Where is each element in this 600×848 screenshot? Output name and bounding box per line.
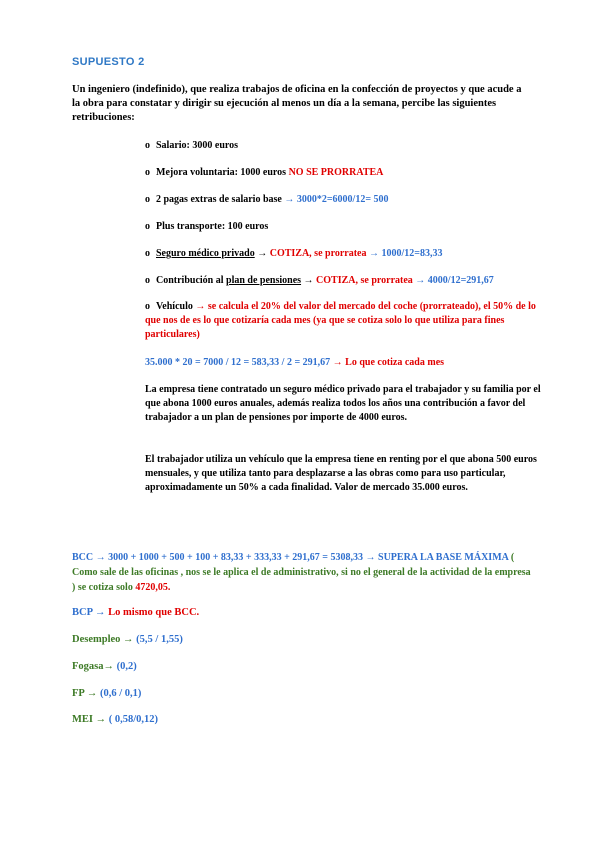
bullet: o xyxy=(145,275,150,286)
contrib-text: plan de pensiones xyxy=(226,275,302,286)
bullet: o xyxy=(145,194,150,205)
calc-formula: 35.000 * 20 = 7000 / 12 = 583,33 / 2 = 291,67 xyxy=(145,357,331,368)
bcc-note: ( Como sale de las oficinas , nos se le aplica el de administrativo, si no el general de la actividad de la empresa ) se cotiza solo xyxy=(72,552,531,593)
seguro-note: COTIZA, se prorratea xyxy=(269,248,367,259)
calc-note: → Lo que cotiza cada mes xyxy=(332,357,445,368)
list-item-plus xyxy=(145,220,545,234)
list-item-pagas xyxy=(145,193,545,207)
bcc-formula: BCC → 3000 + 1000 + 500 + 100 + 83,33 + 333,33 + 291,67 = 5308,33 → SUPERA LA BASE MÁXIMA xyxy=(72,552,509,563)
paragraph-vehiculo: El trabajador utiliza un vehículo que la empresa tiene en renting por el que abona 500 euros mensuales, y que utiliza tanto para desplazarse a las obras como para uso particular, aproximadamente un 50% a cada finalidad. Valor de mercado 35.000 euros. xyxy=(145,454,537,493)
pagas-text: 2 pagas extras de salario base xyxy=(156,194,282,205)
bcp-line xyxy=(72,607,199,618)
plus-text: Plus transporte: 100 euros xyxy=(156,221,269,232)
contrib-prefix: Contribución al xyxy=(156,275,224,286)
vehiculo-note: → se calcula el 20% del valor del mercado del coche (prorrateado), el 50% de lo que nos de es lo que cotizaría cada mes (ya que se cotiza solo lo que utiliza para fines particulares) xyxy=(145,301,536,340)
list-item-salario xyxy=(145,139,545,153)
contrib-note: COTIZA, se prorratea xyxy=(316,275,413,286)
calc-line xyxy=(145,356,545,370)
fogasa-label: Fogasa→ xyxy=(72,661,114,672)
bullet: o xyxy=(145,140,150,151)
intro-paragraph: Un ingeniero (indefinido), que realiza trabajos de oficina en la confección de proyectos y que acude a la obra para constatar y dirigir su ejecución al menos un día a la semana, percibe las siguientes retribuciones: xyxy=(72,84,522,123)
desempleo-value: (5,5 / 1,55) xyxy=(136,634,183,645)
bullet: o xyxy=(145,221,150,232)
bullet: o xyxy=(145,301,150,312)
mejora-note: NO SE PRORRATEA xyxy=(288,167,384,178)
fp-line xyxy=(72,688,141,699)
bcc-value: 4720,05. xyxy=(135,582,171,593)
contrib-arrow: → xyxy=(303,275,314,286)
mei-label: MEI → xyxy=(72,714,107,725)
desempleo-label: Desempleo → xyxy=(72,634,134,645)
contrib-calc: → 4000/12=291,67 xyxy=(415,275,494,286)
list-item-mejora xyxy=(145,166,545,180)
seguro-arrow: → xyxy=(257,248,268,259)
bullet: o xyxy=(145,248,150,259)
fogasa-line xyxy=(72,661,137,672)
vehiculo-text: Vehículo xyxy=(156,301,193,312)
salario-text: Salario: 3000 euros xyxy=(156,140,239,151)
mei-value: ( 0,58/0,12) xyxy=(108,714,159,725)
list-item-seguro xyxy=(145,247,545,261)
fogasa-value: (0,2) xyxy=(116,661,137,672)
desempleo-line xyxy=(72,634,183,645)
mei-line xyxy=(72,714,158,725)
list-item-vehiculo xyxy=(145,300,545,342)
list-item-contribucion xyxy=(145,274,545,288)
seguro-calc: → 1000/12=83,33 xyxy=(368,248,443,259)
seguro-text: Seguro médico privado xyxy=(156,248,255,259)
bullet: o xyxy=(145,167,150,178)
mejora-text: Mejora voluntaria: 1000 euros xyxy=(156,167,287,178)
bcc-block xyxy=(72,550,532,595)
bcp-label: BCP → xyxy=(72,607,106,618)
page-heading: SUPUESTO 2 xyxy=(72,56,145,68)
paragraph-seguro: La empresa tiene contratado un seguro médico privado para el trabajador y su familia por el que abona 1000 euros anuales, además realiza todos los años una contribución a favor del trabajador a un plan de pensiones por importe de 4000 euros. xyxy=(145,384,541,423)
pagas-calc: → 3000*2=6000/12= 500 xyxy=(284,194,389,205)
fp-label: FP → xyxy=(72,688,98,699)
fp-value: (0,6 / 0,1) xyxy=(100,688,142,699)
bcp-note: Lo mismo que BCC. xyxy=(108,607,200,618)
